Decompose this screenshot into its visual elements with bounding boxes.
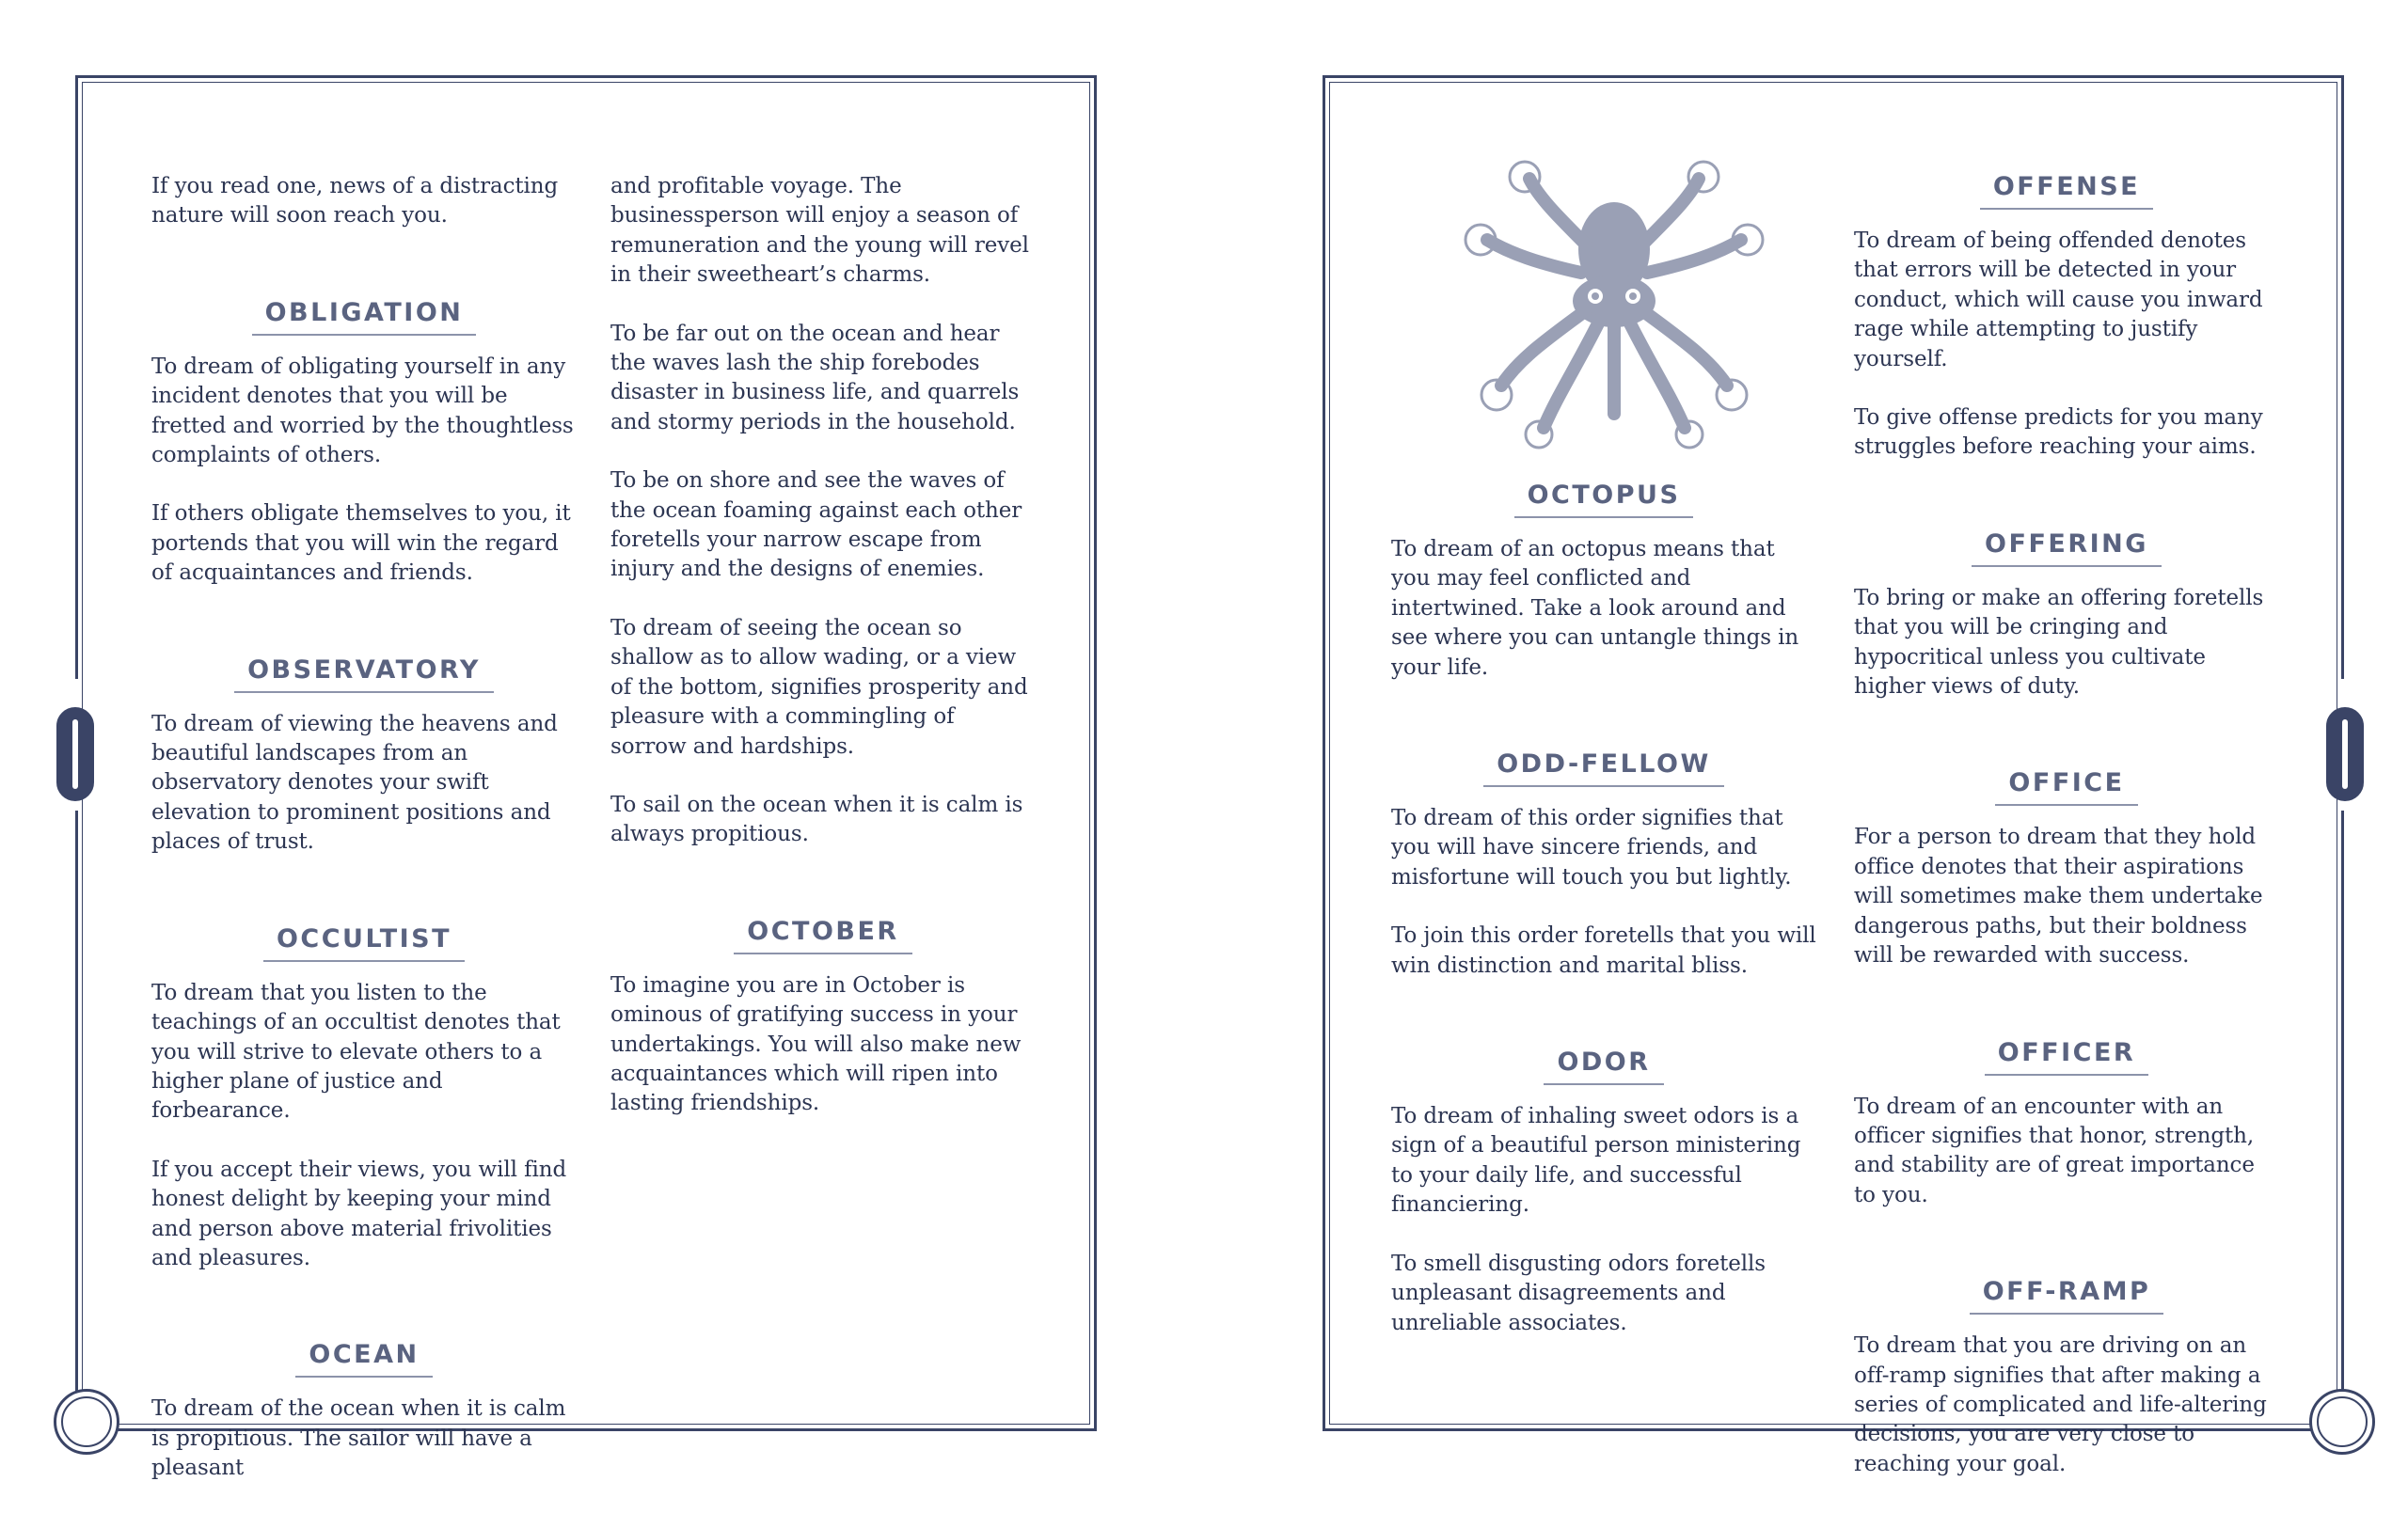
entry-paragraph: To be on shore and see the waves of the ocean foaming against each other foretells your narrow escape from injury and the designs of enemies. <box>610 468 1022 582</box>
entry-paragraph: If you read one, news of a distracting nature will soon reach you. <box>151 174 559 229</box>
entry-heading-text: OFFENSE <box>1980 172 2153 210</box>
entry-heading-text: OFFERING <box>1972 529 2162 567</box>
left-column-2 <box>610 172 1036 1148</box>
entry-paragraph: For a person to dream that they hold office denotes that their aspirations will sometimes make them undertake dangerous paths, but their boldness will be rewarded with success. <box>1854 825 2263 969</box>
entry-paragraph: To dream of an octopus means that you may feel conflicted and intertwined. Take a look around and see where you can untangle things in your life. <box>1391 537 1799 680</box>
section-spacer <box>151 887 577 924</box>
entry-heading <box>1391 481 1816 518</box>
entry-paragraph: To be far out on the ocean and hear the waves lash the ship forebodes disaster in business life, and quarrels and stormy periods in the household. <box>610 321 1020 434</box>
entry-paragraph: To dream of being offended denotes that errors will be detected in your conduct, which will cause you inward rage while attempting to justify yourself. <box>1854 229 2263 371</box>
left-corner-ring <box>54 1389 119 1455</box>
right-corner-ring <box>2309 1389 2375 1455</box>
entry-heading <box>610 917 1036 954</box>
section-spacer <box>1854 492 2279 529</box>
section-spacer <box>151 618 577 655</box>
entry-heading-text: ODD-FELLOW <box>1483 749 1724 787</box>
entry-heading <box>151 924 577 962</box>
section-spacer <box>1391 712 1816 749</box>
entry-paragraph: To bring or make an offering foretells that you will be cringing and hypocritical unless you cultivate higher views of duty. <box>1854 585 2264 700</box>
entry-heading-text: OBSERVATORY <box>234 655 494 693</box>
entry-paragraph: To imagine you are in October is ominous of gratifying success in your undertakings. You will also make new acquaintances which will ripen into lasting friendships. <box>610 972 1022 1116</box>
section-spacer <box>151 1302 577 1340</box>
entry-heading <box>1391 749 1816 787</box>
entry-paragraph: To dream that you listen to the teachings of an occultist denotes that you will strive to elevate others to a higher plane of justice and forbearance. <box>151 980 561 1124</box>
entry-paragraph: If you accept their views, you will find honest delight by keeping your mind and person above material frivolities and pleasures. <box>151 1157 567 1270</box>
entry-paragraph: To dream of seeing the ocean so shallow as to allow wading, or a view of the bottom, signifies prosperity and pleasure with a commingling of sorrow and hardships. <box>610 615 1028 759</box>
octopus-icon <box>1464 160 1765 451</box>
entry-heading <box>151 655 577 693</box>
entry-paragraph: To give offense predicts for you many struggles before reaching your aims. <box>1854 405 2263 460</box>
entry-paragraph: To dream of inhaling sweet odors is a sign of a beautiful person ministering to your daily life, and successful financiering. <box>1391 1104 1801 1218</box>
entry-paragraph: To dream of obligating yourself in any incident denotes that you will be fretted and worried by the thoughtless complaints of others. <box>151 354 574 468</box>
entry-heading-text: ODOR <box>1544 1048 1663 1085</box>
entry-heading <box>1854 529 2279 567</box>
left-column-1 <box>151 172 577 1513</box>
entry-paragraph: To dream of an encounter with an officer signifies that honor, strength, and stability are of great importance to you. <box>1854 1094 2255 1207</box>
entry-paragraph: If others obligate themselves to you, it portends that you will win the regard of acquaintances and friends. <box>151 501 571 586</box>
right-page-tab <box>2326 707 2364 801</box>
entry-paragraph: To dream of viewing the heavens and beautiful landscapes from an observatory denotes your swift elevation to prominent positions and places of trust. <box>151 711 558 855</box>
section-spacer <box>1854 1001 2279 1038</box>
entry-heading-text: OCEAN <box>295 1340 432 1378</box>
entry-heading <box>1391 1048 1816 1085</box>
right-column-1 <box>1391 481 1816 1367</box>
right-column-2 <box>1854 172 2279 1508</box>
section-spacer <box>1391 1010 1816 1048</box>
entry-heading <box>151 1340 577 1378</box>
entry-heading-text: OFF-RAMP <box>1970 1277 2164 1315</box>
entry-heading-text: OFFICE <box>1995 768 2137 806</box>
section-spacer <box>151 260 577 298</box>
entry-paragraph: To dream of the ocean when it is calm is propitious. The sailor will have a pleasant <box>151 1396 566 1481</box>
entry-paragraph: To dream that you are driving on an off-ramp signifies that after making a series of complicated and life-altering decisions, you are very close to reaching your goal. <box>1854 1333 2267 1476</box>
entry-heading-text: OCTOBER <box>734 917 911 954</box>
section-spacer <box>610 879 1036 917</box>
entry-heading <box>1854 768 2279 806</box>
entry-heading <box>151 298 577 336</box>
entry-paragraph: and profitable voyage. The businessperson will enjoy a season of remuneration and the young will revel in their sweetheart’s charms. <box>610 174 1029 288</box>
entry-heading-text: OCTOPUS <box>1514 481 1694 518</box>
entry-paragraph: To sail on the ocean when it is calm is always propitious. <box>610 792 1023 847</box>
left-page-tab <box>56 707 94 801</box>
entry-paragraph: To join this order foretells that you will win distinction and marital bliss. <box>1391 923 1816 978</box>
entry-paragraph: To dream of this order signifies that you will have sincere friends, and misfortune will touch you but lightly. <box>1391 806 1792 890</box>
entry-heading <box>1854 1038 2279 1076</box>
section-spacer <box>1854 731 2279 768</box>
entry-heading-text: OCCULTIST <box>263 924 465 962</box>
entry-heading-text: OBLIGATION <box>252 298 477 336</box>
entry-paragraph: To smell disgusting odors foretells unpleasant disagreements and unreliable associates. <box>1391 1251 1766 1335</box>
left-page <box>75 75 1097 1481</box>
entry-heading <box>1854 172 2279 210</box>
section-spacer <box>1854 1239 2279 1277</box>
entry-heading <box>1854 1277 2279 1315</box>
entry-heading-text: OFFICER <box>1985 1038 2148 1076</box>
